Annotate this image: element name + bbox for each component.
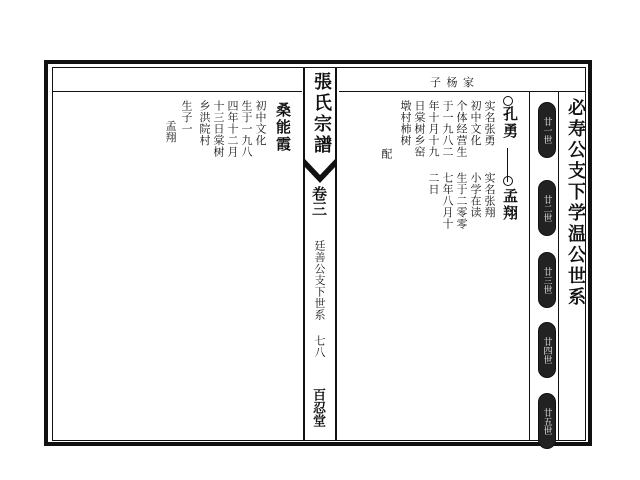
person1-detail-col6: 日棠树乡窑 (413, 100, 426, 158)
hall-name: 百忍堂 (310, 388, 325, 427)
spouse-label: 配 (380, 148, 393, 160)
left-son-name: 孟翔 (164, 120, 177, 143)
generation-badge-21: 廿一世 (538, 102, 556, 158)
left-detail-col1: 初中文化 (254, 100, 267, 146)
left-detail-col4: 十三日棠树 (212, 100, 225, 158)
generation-badge-25: 廿五世 (538, 393, 556, 449)
lineage-connector-top (507, 148, 508, 156)
generation-badge-22: 廿二世 (538, 180, 556, 236)
person2-detail-col2: 小学在读 (469, 172, 482, 218)
left-detail-col2: 生于一九八 (240, 100, 253, 158)
person1-detail-col2: 初中文化 (469, 100, 482, 146)
person1-detail-col8: 二日 (427, 172, 440, 195)
book-title: 張氏宗譜 (311, 72, 332, 156)
person-marker-circle-2 (503, 176, 513, 186)
person1-detail-col3: 个体经营生 (455, 100, 468, 158)
left-detail-col5: 乡洪院村 (198, 100, 211, 146)
person1-detail-col5: 年十月十九 (427, 100, 440, 158)
right-header-rule (339, 91, 586, 92)
person1-detail-col4: 于一九八二 (441, 100, 454, 158)
left-person-name: 桑能霞 (274, 102, 292, 153)
left-detail-col3: 四年十二月 (226, 100, 239, 158)
generation-column-divider (529, 92, 530, 441)
generation-badge-23: 廿三世 (538, 252, 556, 308)
left-detail-col6: 生子一 (180, 100, 193, 135)
volume-label: 卷三 (310, 186, 328, 216)
person2-name: 孟翔 (501, 188, 519, 222)
right-page-header: 子 杨 家 (430, 76, 475, 89)
left-header-rule (52, 91, 302, 92)
person1-name: 孔勇 (501, 106, 519, 140)
fish-tail-ornament (303, 155, 337, 185)
person2-detail-col1: 实名张翔 (483, 172, 496, 218)
person2-detail-col3: 生于二零零 (455, 172, 468, 230)
person-marker-circle (503, 96, 513, 106)
title-column-divider (558, 92, 559, 441)
person1-detail-col1: 实名张勇 (483, 100, 496, 146)
person2-detail-col4: 七年八月十 (441, 172, 454, 230)
generation-badge-24: 廿四世 (538, 322, 556, 378)
section-label: 廷善公支下世系 (313, 240, 326, 321)
branch-title: 必寿公支下学温公世系 (565, 98, 586, 308)
page-number: 七八 (313, 335, 326, 358)
person1-detail-col7: 墩村柿树 (399, 100, 412, 146)
